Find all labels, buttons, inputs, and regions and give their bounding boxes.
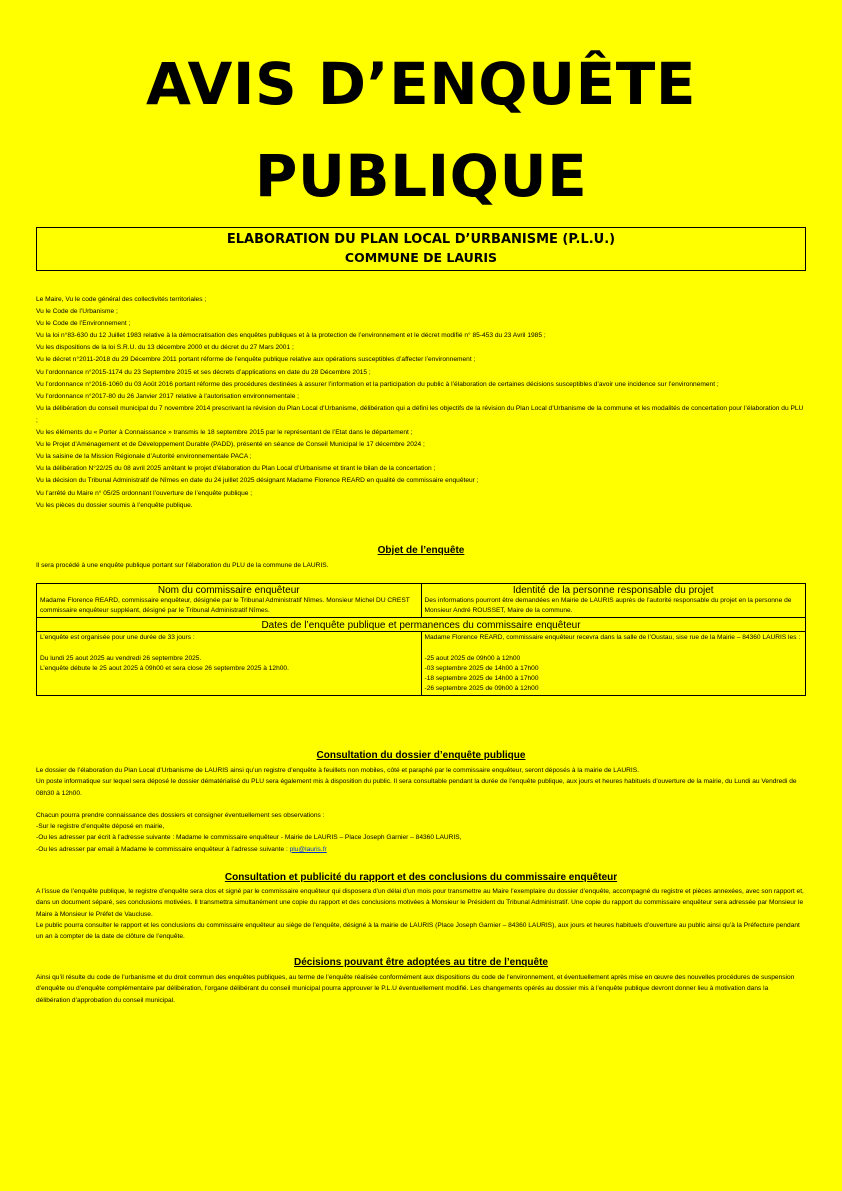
consultation-p6-text: -Ou les adresser par email à Madame le commissaire enquêteur à l’adresse suivante :: [36, 845, 290, 853]
consultation-p3: Chacun pourra prendre connaissance des dossiers et consigner éventuellement ses observations :: [36, 811, 325, 819]
dates-duration: L’enquête est organisée pour une durée de 33 jours :: [40, 634, 195, 642]
responsable-header: Identité de la personne responsable du projet: [512, 585, 714, 596]
consideration-item: Vu le décret n°2011-2018 du 29 Décembre 2011 portant réforme de l’enquête publique relative aux opérations susceptibles d’affecter l’environnement ;: [36, 356, 476, 364]
dates-open-close: L’enquête débute le 25 aout 2025 à 09h00 et sera close 26 septembre 2025 à 12h00.: [40, 664, 289, 672]
consideration-item: Vu l’arrêté du Maire n° 05/25 ordonnant l’ouverture de l’enquête publique ;: [36, 489, 253, 497]
consideration-item: Vu le Projet d’Aménagement et de Développement Durable (PADD), présenté en séance de Conseil Municipal le 17 décembre 2024 ;: [36, 441, 425, 449]
consideration-item: Vu la décision du Tribunal Administratif de Nîmes en date du 24 juillet 2025 désignant Madame Florence REARD en qualité de commissaire enquêteur ;: [36, 477, 479, 485]
consideration-item: Vu la saisine de la Mission Régionale d’Autorité environnementale PACA ;: [36, 453, 252, 461]
info-table: [36, 583, 806, 696]
publicite-section: [36, 886, 804, 942]
consideration-item: Le Maire, Vu le code général des collectivités territoriales ;: [36, 296, 207, 303]
consideration-item: Vu les pièces du dossier soumis à l’enquête publique.: [36, 501, 193, 509]
consideration-item: Vu l’ordonnance n°2016-1060 du 03 Août 2016 portant réforme des procédures destinées à assurer l’information et la participation du public à l’élaboration de certaines décisions susceptibles d’avoir une incidence sur l’environnement ;: [36, 380, 719, 388]
consideration-item: Vu le Code de l’Environnement ;: [36, 320, 131, 328]
consideration-item: Vu la loi n°83-630 du 12 Juillet 1983 relative à la démocratisation des enquêtes publiques et à la protection de l’environnement et le décret modifié n° 85-453 du 23 Avril 1985 ;: [36, 332, 546, 340]
permanences-intro: Madame Florence REARD, commissaire enquêteur recevra dans la salle de l’Oustau, sise rue de la Mairie – 84360 LAURIS les :: [424, 634, 801, 642]
responsable-cell: [421, 584, 806, 618]
header-line-2: COMMUNE DE LAURIS: [344, 250, 498, 265]
permanence-item: -03 septembre 2025 de 14h00 à 17h00: [424, 664, 539, 672]
consultation-p6: [36, 844, 804, 855]
decisions-p1: Ainsi qu’il résulte du code de l’urbanisme et du droit commun des enquêtes publiques, au terme de l’enquête réalisée conformément aux dispositions du code de l’environnement, et éventuellement après mise en œuvre des nouvelles procédures de suspension d’enquête ou d’enquête complémentaire par délibération, l’organe délibérant du conseil municipal pourra approuver le P.L.U éventuellement modifié. Les changements opérés au dossier mis à l’enquête publique devront donner lieu à motivation dans la délibération d’approbation du conseil municipal.: [36, 974, 795, 1004]
dates-right-cell: [421, 632, 806, 696]
decisions-title: Décisions pouvant être adoptées au titre de l’enquête: [294, 957, 548, 968]
header-line-1: ELABORATION DU PLAN LOCAL D’URBANISME (P.L.U.): [226, 232, 616, 247]
consideration-item: Vu les dispositions de la loi S.R.U. du 13 décembre 2000 et du décret du 27 Mars 2001 ;: [36, 344, 294, 352]
dates-left-cell: [37, 632, 422, 696]
consultation-section: [36, 765, 804, 855]
publicite-p1: A l’issue de l’enquête publique, le registre d’enquête sera clos et signé par le commissaire enquêteur qui disposera d’un délai d’un mois pour transmettre au Maire l’exemplaire du dossier d’enquête, accompagné du registre et pièces annexées, avec son rapport et, dans un document séparé, ses conclusions motivées. Il transmettra simultanément une copie du rapport et des conclusions motivées à Monsieur le Président du Tribunal Administratif. Une copie du rapport du commissaire enquêteur sera adressée par Monsieur le Maire à Monsieur le Préfet de Vaucluse.: [36, 888, 804, 918]
consultation-p1: Le dossier de l’élaboration du Plan Local d’Urbanisme de LAURIS ainsi qu’un registre d’enquête à feuillets non mobiles, côté et paraphé par le commissaire enquêteur, seront déposés à la mairie de LAURIS.: [36, 767, 639, 774]
title-line-1: AVIS D’ENQUÊTE: [146, 50, 696, 118]
commissaire-text: Madame Florence REARD, commissaire enquêteur, désignée par le Tribunal Administratif Nîmes. Monsieur Michel DU CREST commissaire enquêteur suppléant, désigné par le Tribunal Administratif Nîmes.: [40, 597, 410, 615]
email-link[interactable]: plu@lauris.fr: [289, 845, 327, 853]
responsable-text: Des informations pourront être demandées en Mairie de LAURIS auprès de l’autorité responsable du projet en la personne de Monsieur André ROUSSET, Maire de la commune.: [424, 597, 792, 615]
title-line-2: PUBLIQUE: [254, 142, 588, 210]
objet-title: Objet de l’enquête: [377, 545, 465, 556]
commissaire-header: Nom du commissaire enquêteur: [157, 585, 300, 596]
publicite-p2: Le public pourra consulter le rapport et les conclusions du commissaire enquêteur au siège de l’enquête, désigné à la mairie de LAURIS (Place Joseph Garnier – 84360 LAURIS), aux jours et heures habituels d’ouverture au public ainsi qu’à la Préfecture pendant un an à compter de la date de clôture de l’enquête.: [36, 921, 800, 941]
permanence-item: -18 septembre 2025 de 14h00 à 17h00: [424, 675, 539, 683]
consultation-p4: -Sur le registre d’enquête déposé en mairie,: [36, 823, 165, 831]
dates-range: Du lundi 25 aout 2025 au vendredi 26 septembre 2025.: [40, 654, 202, 662]
consideration-item: Vu la délibération du conseil municipal du 7 novembre 2014 prescrivant la révision du Plan Local d’Urbanisme, délibération qui a défini les objectifs de la révision du Plan Local d’Urbanisme de la commune et les modalités de concertation pour l’élaboration du PLU ;: [36, 404, 804, 424]
consultation-p2: Un poste informatique sur lequel sera déposé le dossier dématérialisé du PLU sera également mis à disposition du public. Il sera consultable pendant la durée de l’enquête publique, aux jours et heures habituels d’ouverture de la mairie, du Lundi au Vendredi de 08h30 à 12h00.: [36, 778, 797, 797]
permanence-item: -25 aout 2025 de 09h00 à 12h00: [424, 654, 521, 662]
consultation-p5: -Ou les adresser par écrit à l’adresse suivante : Madame le commissaire enquêteur - Mairie de LAURIS – Place Joseph Garnier – 84360 LAURIS,: [36, 834, 462, 842]
consideration-item: Vu l’ordonnance n°2017-80 du 26 Janvier 2017 relative à l’autorisation environnementale ;: [36, 392, 300, 400]
considerations-list: [36, 294, 804, 512]
consultation-title: Consultation du dossier d’enquête publique: [316, 750, 526, 761]
objet-text: Il sera procédé à une enquête publique portant sur l’élaboration du PLU de la commune de LAURIS.: [36, 562, 329, 569]
commissaire-cell: [37, 584, 422, 618]
publicite-title: Consultation et publicité du rapport et des conclusions du commissaire enquêteur: [224, 872, 618, 883]
consideration-item: Vu le Code de l’Urbanisme ;: [36, 308, 118, 316]
dates-header: Dates de l’enquête publique et permanences du commissaire enquêteur: [37, 618, 806, 632]
consideration-item: Vu les éléments du « Porter à Connaissance » transmis le 18 septembre 2015 par le représentant de l’Etat dans le département ;: [36, 429, 413, 437]
header-box: [36, 227, 806, 271]
consideration-item: Vu l’ordonnance n°2015-1174 du 23 Septembre 2015 et ses décrets d’applications en date du 28 Décembre 2015 ;: [36, 368, 371, 376]
permanence-item: -26 septembre 2025 de 09h00 à 12h00: [424, 685, 539, 693]
consideration-item: Vu la délibération N°22/25 du 08 avril 2025 arrêtant le projet d’élaboration du Plan Local d’Urbanisme et tirant le bilan de la concertation ;: [36, 465, 436, 473]
